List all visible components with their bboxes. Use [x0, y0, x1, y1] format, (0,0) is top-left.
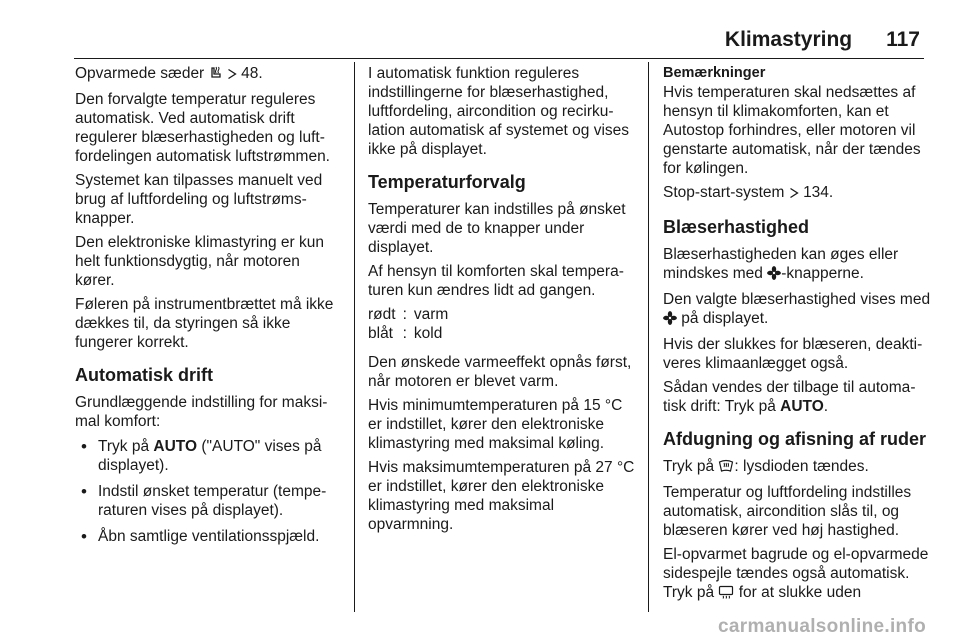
paragraph: Den forvalgte temperatur reguleres automatisk. Ved automatisk drift regulerer blæserhastigheden og luftfordelingen automatisk luftstrømmen.: [75, 91, 330, 165]
page-number: 117: [886, 28, 920, 51]
paragraph: I automatisk funktion reguleres indstillingerne for blæserhastighed, luftfordeling, aircondition og recirkulation automatisk af systemet og vises ikke på displayet.: [368, 65, 630, 158]
chapter-title: Klimastyring: [724, 28, 853, 51]
note-title: Bemærkninger: [663, 65, 766, 81]
paragraph: El-opvarmet bagrude og el-opvarmede sidespejle tændes også automatisk. Tryk på for at slukke uden: [663, 545, 931, 604]
windscreen-defrost-icon: [718, 459, 734, 478]
paragraph: Hvis minimumtemperaturen på 15 °C er indstillet, kører den elektroniske klimastyring med maksimal køling.: [368, 397, 623, 452]
paragraph: Hvis der slukkes for blæseren, deaktiveres klimaanlægget også.: [663, 336, 923, 372]
page-reference-icon: [227, 66, 237, 85]
column-divider: [648, 62, 649, 612]
paragraph: Temperaturer kan indstilles på ønsket værdi med de to knapper under displayet.: [368, 201, 626, 256]
fan-icon: [663, 311, 677, 330]
paragraph: Grundlæggende indstilling for maksimal komfort:: [75, 394, 328, 430]
list-item: • Tryk på AUTO ("AUTO" vises på displayet).: [75, 437, 343, 475]
paragraph: Blæserhastigheden kan øges eller mindskes med -knapperne.: [663, 245, 931, 285]
paragraph: Sådan vendes der tilbage til automatisk drift: Tryk på AUTO.: [663, 379, 916, 415]
column-1: [75, 64, 343, 553]
list-item: • Indstil ønsket temperatur (temperaturen vises på displayet).: [75, 482, 343, 520]
note-text: Hvis temperaturen skal nedsættes af hensyn til klimakomforten, kan et Autostop forhindres, eller motoren vil genstarte automatisk, når der tændes for kølingen.: [663, 84, 921, 177]
section-heading: Afdugning og afisning af ruder: [663, 429, 926, 449]
watermark: carmanualsonline.info: [718, 616, 926, 637]
column-3: [663, 64, 931, 609]
column-2: [368, 64, 636, 539]
paragraph: Hvis maksimumtemperaturen på 27 °C er indstillet, kører den elektroniske klimastyring med maksimal opvarmning.: [368, 459, 635, 533]
paragraph: Systemet kan tilpasses manuelt ved brug af luftfordeling og luftstrømsknapper.: [75, 172, 323, 227]
color-legend-table: [368, 305, 448, 343]
paragraph: Stop-start-system 134.: [663, 183, 931, 204]
header-rule: [74, 58, 924, 59]
page-reference-icon: [789, 185, 799, 204]
page-header: [725, 28, 920, 52]
paragraph: Føleren på instrumentbrættet må ikke dækkes til, da styringen så ikke fungerer korrekt.: [75, 296, 334, 351]
section-heading: Automatisk drift: [75, 365, 214, 385]
table-row: blåt : kold: [368, 325, 443, 342]
rear-window-heater-icon: [718, 585, 734, 604]
paragraph: Af hensyn til komforten skal temperaturen kun ændres lidt ad gangen.: [368, 263, 624, 299]
paragraph: Tryk på : lysdioden tændes.: [663, 457, 931, 478]
section-heading: Temperaturforvalg: [368, 172, 526, 192]
fan-icon: [767, 266, 781, 285]
paragraph: Temperatur og luftfordeling indstilles automatisk, aircondition slås til, og blæseren kører ved høj hastighed.: [663, 484, 912, 539]
paragraph: Opvarmede sæder 48.: [75, 64, 343, 85]
paragraph: Den valgte blæserhastighed vises med på displayet.: [663, 290, 931, 330]
table-row: rødt : varm: [368, 306, 449, 323]
paragraph: Den elektroniske klimastyring er kun helt funktionsdygtig, når motoren kører.: [75, 234, 324, 289]
list-item: • Åbn samtlige ventilationsspjæld.: [75, 527, 343, 546]
column-divider: [354, 62, 355, 612]
paragraph: Den ønskede varmeeffekt opnås først, når motoren er blevet varm.: [368, 354, 632, 390]
bullet-list: [75, 437, 343, 546]
section-heading: Blæserhastighed: [663, 217, 810, 237]
heated-seat-icon: [209, 66, 223, 85]
